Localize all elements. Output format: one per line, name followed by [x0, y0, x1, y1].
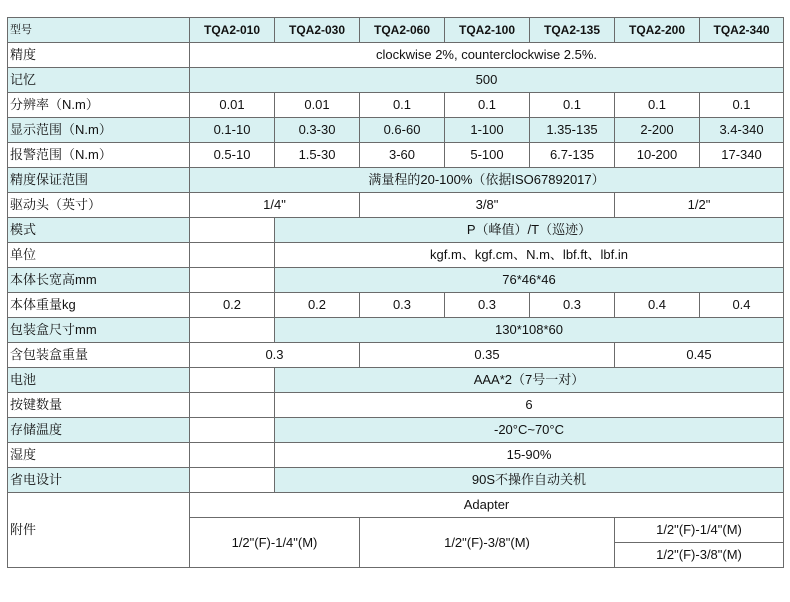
drive-row	[8, 193, 784, 218]
cell-value: 0.4	[700, 293, 784, 318]
row-label: 记忆	[8, 68, 190, 93]
row-label: 显示范围（N.m）	[8, 118, 190, 143]
size-value: 76*46*46	[275, 268, 784, 293]
cell-value: 1.35-135	[530, 118, 615, 143]
cell-value: 1.5-30	[275, 143, 360, 168]
empty-cell	[190, 243, 275, 268]
model-header: TQA2-010	[190, 18, 275, 43]
model-header: TQA2-340	[700, 18, 784, 43]
row-label: 驱动头（英寸）	[8, 193, 190, 218]
cell-value: 0.01	[275, 93, 360, 118]
empty-cell	[190, 418, 275, 443]
row-label: 电池	[8, 368, 190, 393]
row-label: 单位	[8, 243, 190, 268]
accuracy-range-value: 满量程的20-100%（依据ISO67892017）	[190, 168, 784, 193]
cell-value: 3.4-340	[700, 118, 784, 143]
storage-temp-row	[8, 418, 784, 443]
cell-value: 5-100	[445, 143, 530, 168]
empty-cell	[190, 368, 275, 393]
row-label: 精度保证范围	[8, 168, 190, 193]
empty-cell	[190, 268, 275, 293]
box-size-value: 130*108*60	[275, 318, 784, 343]
row-label: 湿度	[8, 443, 190, 468]
row-label: 模式	[8, 218, 190, 243]
cell-value: 0.1	[360, 93, 445, 118]
row-label: 包装盒尺寸mm	[8, 318, 190, 343]
adapter-value: Adapter	[190, 493, 784, 518]
cell-value: 0.4	[615, 293, 700, 318]
box-weight-row	[8, 343, 784, 368]
empty-cell	[190, 468, 275, 493]
cell-value: 0.1	[700, 93, 784, 118]
accessory-item: 1/2"(F)-1/4"(M)	[615, 518, 784, 543]
header-row	[8, 18, 784, 43]
cell-value: 0.3	[190, 343, 360, 368]
keys-row	[8, 393, 784, 418]
empty-cell	[190, 393, 275, 418]
cell-value: 0.3	[445, 293, 530, 318]
cell-value: 3-60	[360, 143, 445, 168]
accuracy-row	[8, 43, 784, 68]
power-save-row	[8, 468, 784, 493]
row-label: 本体重量kg	[8, 293, 190, 318]
memory-value: 500	[190, 68, 784, 93]
power-save-value: 90S不操作自动关机	[275, 468, 784, 493]
cell-value: 0.1	[615, 93, 700, 118]
weight-row	[8, 293, 784, 318]
row-label: 省电设计	[8, 468, 190, 493]
accessory-item: 1/2"(F)-3/8"(M)	[360, 518, 615, 568]
cell-value: 0.01	[190, 93, 275, 118]
row-label: 本体长宽高mm	[8, 268, 190, 293]
display-range-row	[8, 118, 784, 143]
battery-value: AAA*2（7号一对）	[275, 368, 784, 393]
accuracy-range-row	[8, 168, 784, 193]
accessory-item: 1/2"(F)-1/4"(M)	[190, 518, 360, 568]
memory-row	[8, 68, 784, 93]
empty-cell	[190, 218, 275, 243]
cell-value: 0.2	[275, 293, 360, 318]
cell-value: 6.7-135	[530, 143, 615, 168]
mode-value: P（峰值）/T（巡迹）	[275, 218, 784, 243]
cell-value: 10-200	[615, 143, 700, 168]
row-label: 含包装盒重量	[8, 343, 190, 368]
spec-table	[7, 17, 784, 568]
model-header: TQA2-100	[445, 18, 530, 43]
unit-value: kgf.m、kgf.cm、N.m、lbf.ft、lbf.in	[275, 243, 784, 268]
empty-cell	[190, 443, 275, 468]
cell-value: 0.5-10	[190, 143, 275, 168]
alarm-range-row	[8, 143, 784, 168]
cell-value: 0.2	[190, 293, 275, 318]
cell-value: 1/4"	[190, 193, 360, 218]
cell-value: 0.3-30	[275, 118, 360, 143]
cell-value: 0.6-60	[360, 118, 445, 143]
cell-value: 0.45	[615, 343, 784, 368]
cell-value: 0.3	[360, 293, 445, 318]
row-label: 报警范围（N.m）	[8, 143, 190, 168]
empty-cell	[190, 318, 275, 343]
resolution-row	[8, 93, 784, 118]
row-label: 精度	[8, 43, 190, 68]
battery-row	[8, 368, 784, 393]
humidity-row	[8, 443, 784, 468]
storage-temp-value: -20°C~70°C	[275, 418, 784, 443]
model-header: TQA2-135	[530, 18, 615, 43]
cell-value: 1-100	[445, 118, 530, 143]
model-header: TQA2-200	[615, 18, 700, 43]
size-row	[8, 268, 784, 293]
cell-value: 2-200	[615, 118, 700, 143]
cell-value: 0.1	[445, 93, 530, 118]
accuracy-value: clockwise 2%, counterclockwise 2.5%.	[190, 43, 784, 68]
row-label: 按键数量	[8, 393, 190, 418]
model-header: TQA2-060	[360, 18, 445, 43]
keys-value: 6	[275, 393, 784, 418]
accessory-item: 1/2"(F)-3/8"(M)	[615, 543, 784, 568]
model-header: TQA2-030	[275, 18, 360, 43]
cell-value: 1/2"	[615, 193, 784, 218]
box-size-row	[8, 318, 784, 343]
row-label: 附件	[8, 493, 190, 568]
cell-value: 0.1-10	[190, 118, 275, 143]
mode-row	[8, 218, 784, 243]
row-label: 分辨率（N.m）	[8, 93, 190, 118]
cell-value: 0.35	[360, 343, 615, 368]
cell-value: 0.1	[530, 93, 615, 118]
cell-value: 0.3	[530, 293, 615, 318]
humidity-value: 15-90%	[275, 443, 784, 468]
cell-value: 3/8"	[360, 193, 615, 218]
row-label: 存储温度	[8, 418, 190, 443]
unit-row	[8, 243, 784, 268]
header-label: 型号	[8, 18, 190, 43]
accessories-row	[8, 493, 784, 518]
cell-value: 17-340	[700, 143, 784, 168]
